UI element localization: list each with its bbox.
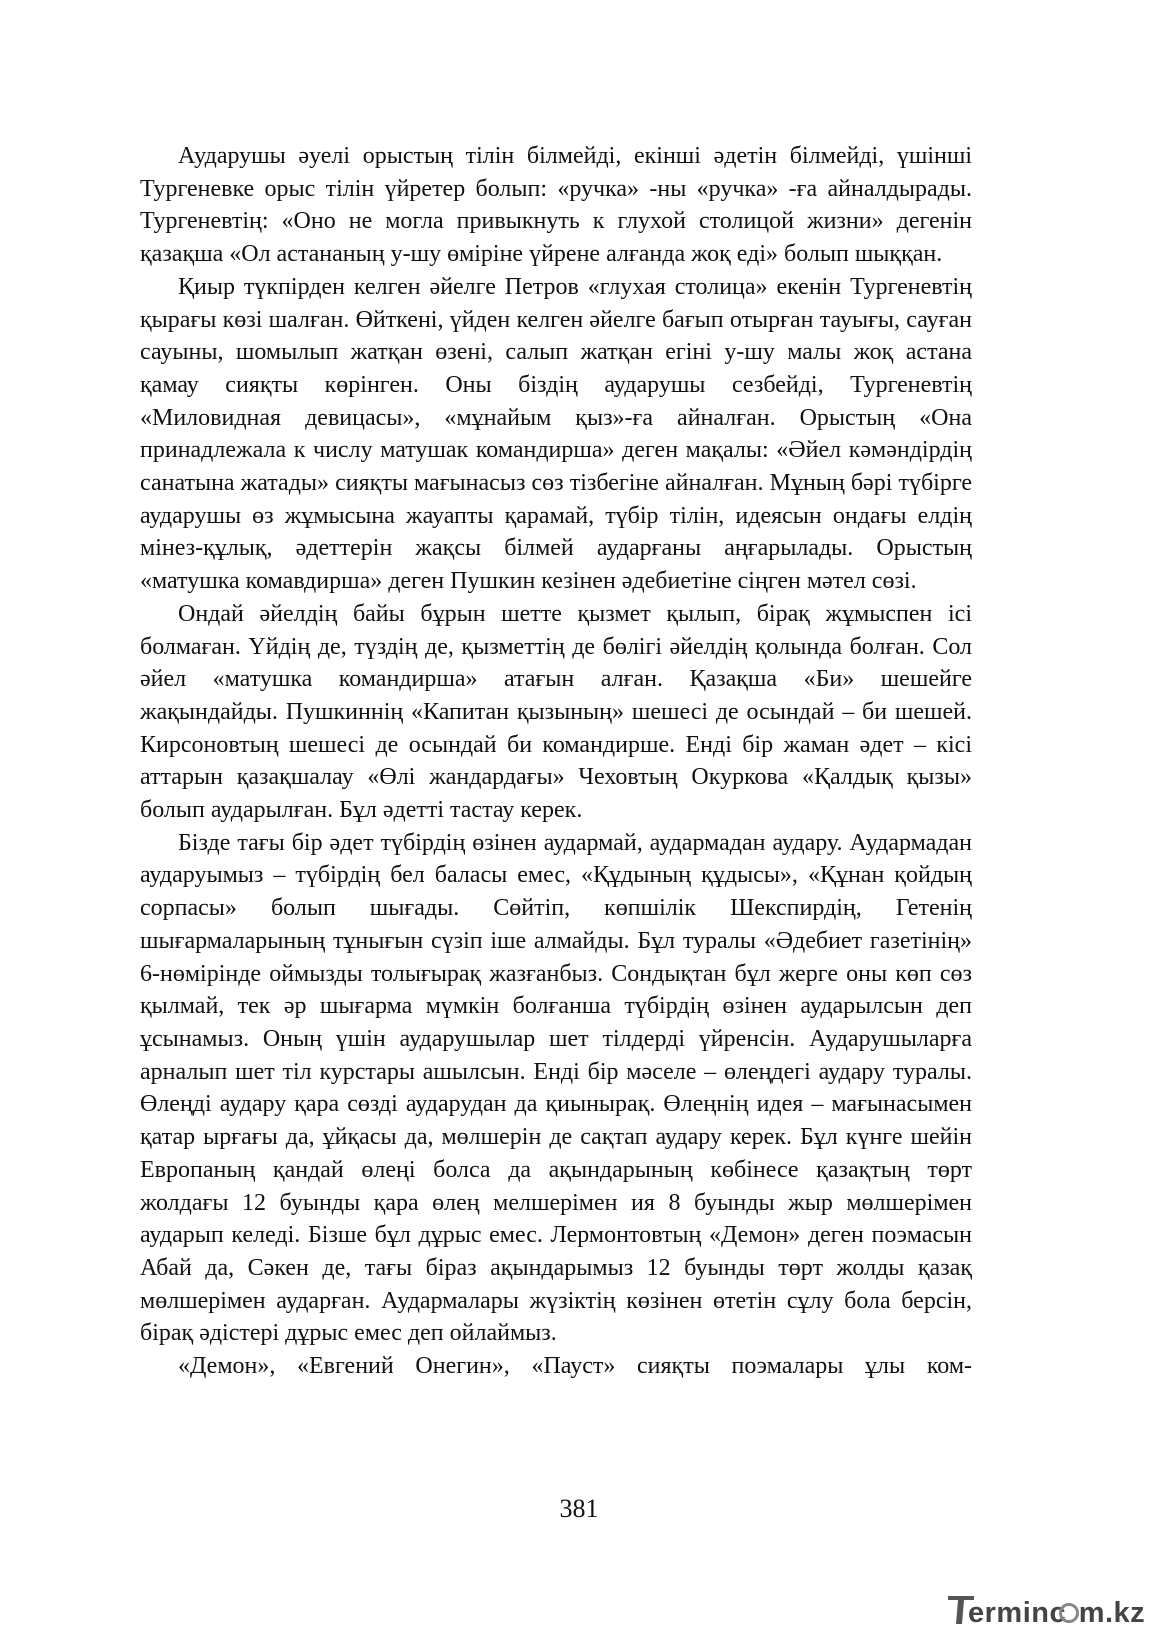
paragraph-1: Аударушы әуелі орыстың тілін білмейді, екінші әдетін білмейді, үшінші Тургеневке орыс тілін үйретер болып: «ручка» -ны «ручка» -ға айналдырады. Тургеневтің: «Оно не могла привыкнуть к глухой столицой жизни» дегенін қазақша «Ол астананың у-шу өміріне үйрене алғанда жоқ еді» болып шыққан. — [140, 143, 972, 268]
termincom-logo-icon — [946, 1592, 1146, 1626]
paragraph-4: Бізде тағы бір әдет түбірдің өзінен аудармай, аудармадан аудару. Аудармадан аударуымыз – түбірдің бел баласы емес, «Құдының құдысы», «Құнан қойдың сорпасы» болып шығады. Сөйтіп, көпшілік Шекспирдің, Гетенің шығармаларының тұнығын сүзіп іше алмайды. Бұл туралы «Әдебиет газетінің» 6-нөмірінде оймызды толығырақ жазғанбыз. Сондықтан бұл жерге оны көп сөз қылмай, тек әр шығарма мүмкін болғанша түбірдің өзінен аударылсын деп ұсынамыз. Оның үшін аударушылар шет тілдерді үйренсін. Аударушыларға арналып шет тіл курстары ашылсын. Енді бір мәселе – өлеңдегі аудару туралы. Өлеңді аудару қара сөзді аударудан да қиынырақ. Өлеңнің идея – мағынасымен қатар ырғағы да, ұйқасы да, мөлшерін де сақтап аудару керек. Бұл күнге шейін Европаның қандай өлеңі болса да ақындарының көбінесе қазақтың төрт жолдағы 12 буынды қара өлең мелшерімен ия 8 буынды жыр мөлшерімен аударып келеді. Бізше бұл дұрыс емес. Лермонтовтың «Демон» деген поэмасын Абай да, Сәкен де, тағы біраз ақындарымыз 12 буынды төрт жолды қазақ мөлшерімен аударған. Аудармалары жүзіктің көзінен өтетін сұлу бола берсін, бірақ әдістері дұрыс емес деп ойлаймыз. — [140, 829, 972, 1347]
paragraph-5: «Демон», «Евгений Онегин», «Пауст» сияқты поэмалары ұлы ком- — [178, 1353, 972, 1380]
paragraph-3: Ондай әйелдің байы бұрын шетте қызмет қылып, бірақ жұмыспен ісі болмаған. Үйдің де, түздің де, қызметтің де бөлігі әйелдің қолында болған. Сол әйел «матушка командирша» атағын алған. Қазақша «Би» шешейге жақындайды. Пушкиннің «Капитан қызының» шешесі де осындай – би шешей. Кирсоновтың шешесі де осындай би командирше. Енді бір жаман әдет – кісі аттарын қазақшалау «Өлі жандардағы» Чеховтың Окуркова «Қалдық қызы» болып аударылған. Бұл әдетті тастау керек. — [140, 600, 972, 824]
page-number: 381 — [559, 1494, 599, 1523]
watermark-text: erminc m.kz — [968, 1597, 1146, 1626]
termincom-watermark — [946, 1592, 1146, 1626]
page-body — [140, 140, 972, 1383]
paragraph-2: Қиыр түкпірден келген әйелге Петров «глухая столица» екенін Тургеневтің қырағы көзі шалған. Өйткені, үйден келген әйелге бағып отырған тауығы, сауған сауыны, шомылып жатқан өзені, салып жатқан егіні у-шу малы жоқ астана қамау сияқты көрінген. Оны біздің аударушы сезбейді, Тургеневтің «Миловидная девицасы», «мұнайым қыз»-ға айналған. Орыстың «Она принадлежала к числу матушак командирша» деген мақалы: «Әйел кәмәндірдің санатына жатады» сияқты мағынасыз сөз тізбегіне айналған. Мұның бәрі түбірге аударушы өз жұмысына жауапты қарамай, түбір тілін, идеясын ондағы елдің мінез-құлық, әдеттерін жақсы білмей аударғаны аңғарылады. Орыстың «матушка комавдирша» деген Пушкин кезінен әдебиетіне сіңген мәтел сөзі. — [140, 273, 972, 595]
